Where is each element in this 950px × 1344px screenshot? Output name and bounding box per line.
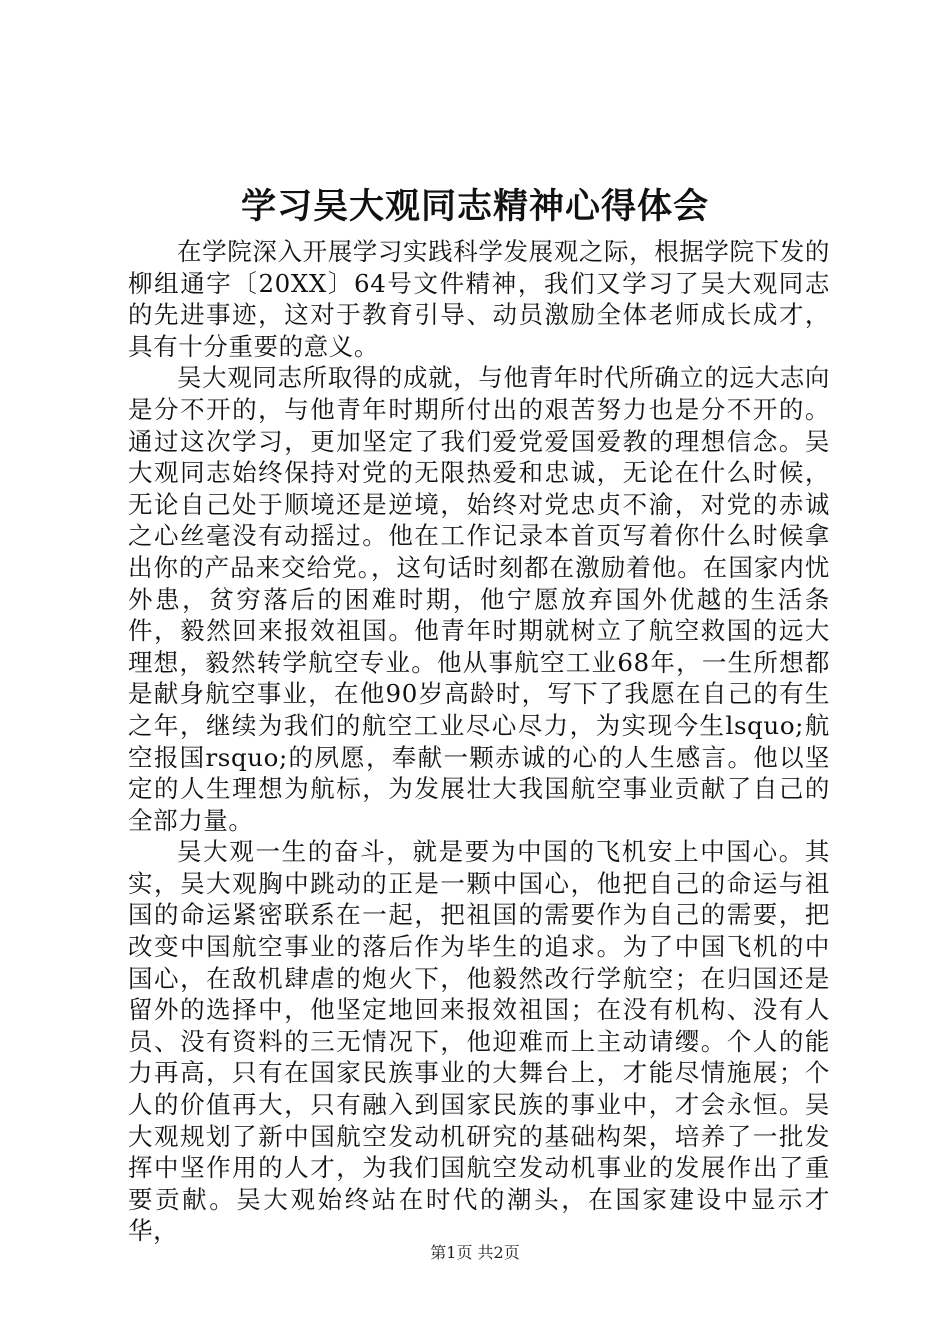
document-body	[128, 236, 830, 1247]
document-title: 学习吴大观同志精神心得体会	[240, 186, 709, 227]
paragraph-3: 吴大观一生的奋斗，就是要为中国的飞机安上中国心。其实，吴大观胸中跳动的正是一颗中国心，他把自己的命运与祖国的命运紧密联系在一起，把祖国的需要作为自己的需要，把改变中国航空事业的落后作为毕生的追求。为了中国飞机的中国心，在敌机肆虐的炮火下，他毅然改行学航空；在归国还是留外的选择中，他坚定地回来报效祖国；在没有机构、没有人员、没有资料的三无情况下，他迎难而上主动请缨。个人的能力再高，只有在国家民族事业的大舞台上，才能尽情施展；个人的价值再大，只有融入到国家民族的事业中，才会永恒。吴大观规划了新中国航空发动机研究的基础构架，培养了一批发挥中坚作用的人才，为我们国航空发动机事业的发展作出了重要贡献。吴大观始终站在时代的潮头，在国家建设中显示才华，	[128, 837, 830, 1246]
paragraph-2: 吴大观同志所取得的成就，与他青年时代所确立的远大志向是分不开的，与他青年时期所付出的艰苦努力也是分不开的。通过这次学习，更加坚定了我们爱党爱国爱教的理想信念。吴大观同志始终保持对党的无限热爱和忠诚，无论在什么时候，无论自己处于顺境还是逆境，始终对党忠贞不渝，对党的赤诚之心丝毫没有动摇过。他在工作记录本首页写着你什么时候拿出你的产品来交给党。，这句话时刻都在激励着他。在国家内忧外患，贫穷落后的困难时期，他宁愿放弃国外优越的生活条件，毅然回来报效祖国。他青年时期就树立了航空救国的远大理想，毅然转学航空专业。他从事航空工业68年，一生所想都是献身航空事业，在他90岁高龄时，写下了我愿在自己的有生之年，继续为我们的航空工业尽心尽力，为实现今生lsquo;航空报国rsquo;的夙愿，奉献一颗赤诚的心的人生感言。他以坚定的人生理想为航标，为发展壮大我国航空事业贡献了自己的全部力量。	[128, 363, 830, 835]
page-number-footer: 第1页 共2页	[430, 1243, 520, 1262]
paragraph-1: 在学院深入开展学习实践科学发展观之际，根据学院下发的柳组通字〔20XX〕64号文件精神，我们又学习了吴大观同志的先进事迹，这对于教育引导、动员激励全体老师成长成才，具有十分重要的意义。	[128, 237, 830, 361]
